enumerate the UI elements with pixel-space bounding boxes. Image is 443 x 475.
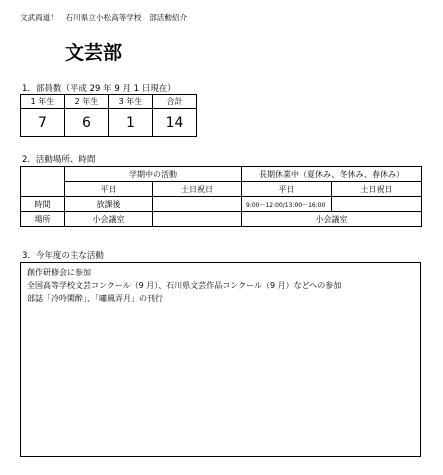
vacation-header: 長期休業中（夏休み、冬休み、春休み） (242, 167, 422, 182)
members-value-cell: 6 (65, 109, 109, 137)
members-value-cell: 7 (21, 109, 65, 137)
term-header: 学期中の活動 (65, 167, 242, 182)
row-label-time: 時間 (21, 197, 65, 212)
term-weekday-header: 平日 (65, 182, 153, 197)
main-activities-box (20, 262, 421, 457)
term-weekend-header: 土日祝日 (153, 182, 242, 197)
vac-place: 小会議室 (242, 212, 422, 227)
members-value-cell: 14 (153, 109, 197, 137)
members-header-cell: 2 年生 (65, 95, 109, 109)
term-weekend-time (153, 197, 242, 212)
members-table (20, 94, 197, 137)
vac-weekday-header: 平日 (242, 182, 332, 197)
members-header-cell: 1 年生 (21, 95, 65, 109)
members-header-cell: 3 年生 (109, 95, 153, 109)
members-value-cell: 1 (109, 109, 153, 137)
activity-item: 部誌「冷吟閑酔」、「嘯風弄月」の刊行 (27, 294, 163, 303)
term-weekday-place: 小会議室 (65, 212, 153, 227)
vac-weekend-header: 土日祝日 (332, 182, 422, 197)
activity-corner-cell (21, 167, 65, 197)
page-title: 文芸部 (65, 42, 123, 64)
activity-table (20, 166, 422, 227)
main-activities-section-title: 3．今年度の主な活動 (22, 251, 104, 261)
activity-item: 全国高等学校文芸コンクール（9 月）、石川県文芸作品コンクール（9 月）などへの参加 (27, 281, 342, 290)
term-weekend-place (153, 212, 242, 227)
row-label-place: 場所 (21, 212, 65, 227)
members-section-title: 1．部員数（平成 29 年 9 月 1 日現在） (22, 84, 176, 94)
page-header: 文武両道！ 石川県立小松高等学校 部活動紹介 (20, 13, 188, 22)
term-weekday-time: 放課後 (65, 197, 153, 212)
activity-item: 創作研修会に参加 (27, 268, 91, 277)
activity-section-title: 2．活動場所、時間 (22, 155, 96, 165)
vac-weekday-time: 9:00～12:00/13:00～16:00 (242, 197, 332, 212)
members-header-cell: 合計 (153, 95, 197, 109)
vac-weekend-time (332, 197, 422, 212)
